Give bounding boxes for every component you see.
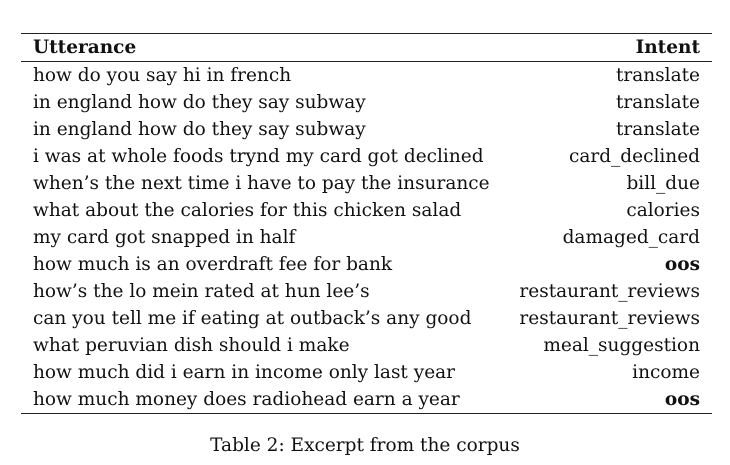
intent-cell: calories [626, 200, 700, 221]
table-row [21, 251, 712, 278]
table-row [21, 116, 712, 143]
header-utterance: Utterance [33, 37, 137, 58]
header-row [21, 34, 712, 62]
corpus-excerpt-table [21, 33, 712, 414]
table-row [21, 386, 712, 414]
table-caption: Table 2: Excerpt from the corpus [210, 435, 520, 456]
table-row [21, 89, 712, 116]
intent-cell: bill_due [626, 173, 700, 194]
intent-cell: restaurant_reviews [519, 281, 700, 302]
utterance-cell: how much money does radiohead earn a year [33, 389, 460, 410]
intent-cell: restaurant_reviews [519, 308, 700, 329]
table-row [21, 332, 712, 359]
utterance-cell: how do you say hi in french [33, 65, 292, 86]
intent-cell-oos: oos [664, 389, 700, 410]
table-row [21, 62, 712, 90]
table-header [21, 34, 712, 62]
intent-cell: damaged_card [562, 227, 700, 248]
utterance-cell: can you tell me if eating at outback’s any good [33, 308, 472, 329]
utterance-cell: in england how do they say subway [33, 119, 366, 140]
utterance-cell: when’s the next time i have to pay the insurance [33, 173, 490, 194]
table-row [21, 359, 712, 386]
utterance-cell: how much did i earn in income only last year [33, 362, 456, 383]
table-row [21, 278, 712, 305]
utterance-cell: in england how do they say subway [33, 92, 366, 113]
utterance-cell: how’s the lo mein rated at hun lee’s [33, 281, 370, 302]
table-row [21, 224, 712, 251]
intent-cell: translate [615, 92, 700, 113]
corpus-table-container [21, 33, 712, 414]
table-row [21, 143, 712, 170]
utterance-cell: my card got snapped in half [33, 227, 296, 248]
intent-cell: translate [615, 119, 700, 140]
table-body [21, 62, 712, 414]
intent-cell: income [632, 362, 700, 383]
intent-cell: meal_suggestion [543, 335, 700, 356]
utterance-cell: how much is an overdraft fee for bank [33, 254, 393, 275]
table-row [21, 305, 712, 332]
header-intent: Intent [635, 37, 700, 58]
table-row [21, 170, 712, 197]
intent-cell: card_declined [568, 146, 700, 167]
table-row [21, 197, 712, 224]
intent-cell: translate [615, 65, 700, 86]
utterance-cell: i was at whole foods trynd my card got declined [33, 146, 484, 167]
intent-cell-oos: oos [664, 254, 700, 275]
utterance-cell: what peruvian dish should i make [33, 335, 350, 356]
utterance-cell: what about the calories for this chicken salad [33, 200, 462, 221]
